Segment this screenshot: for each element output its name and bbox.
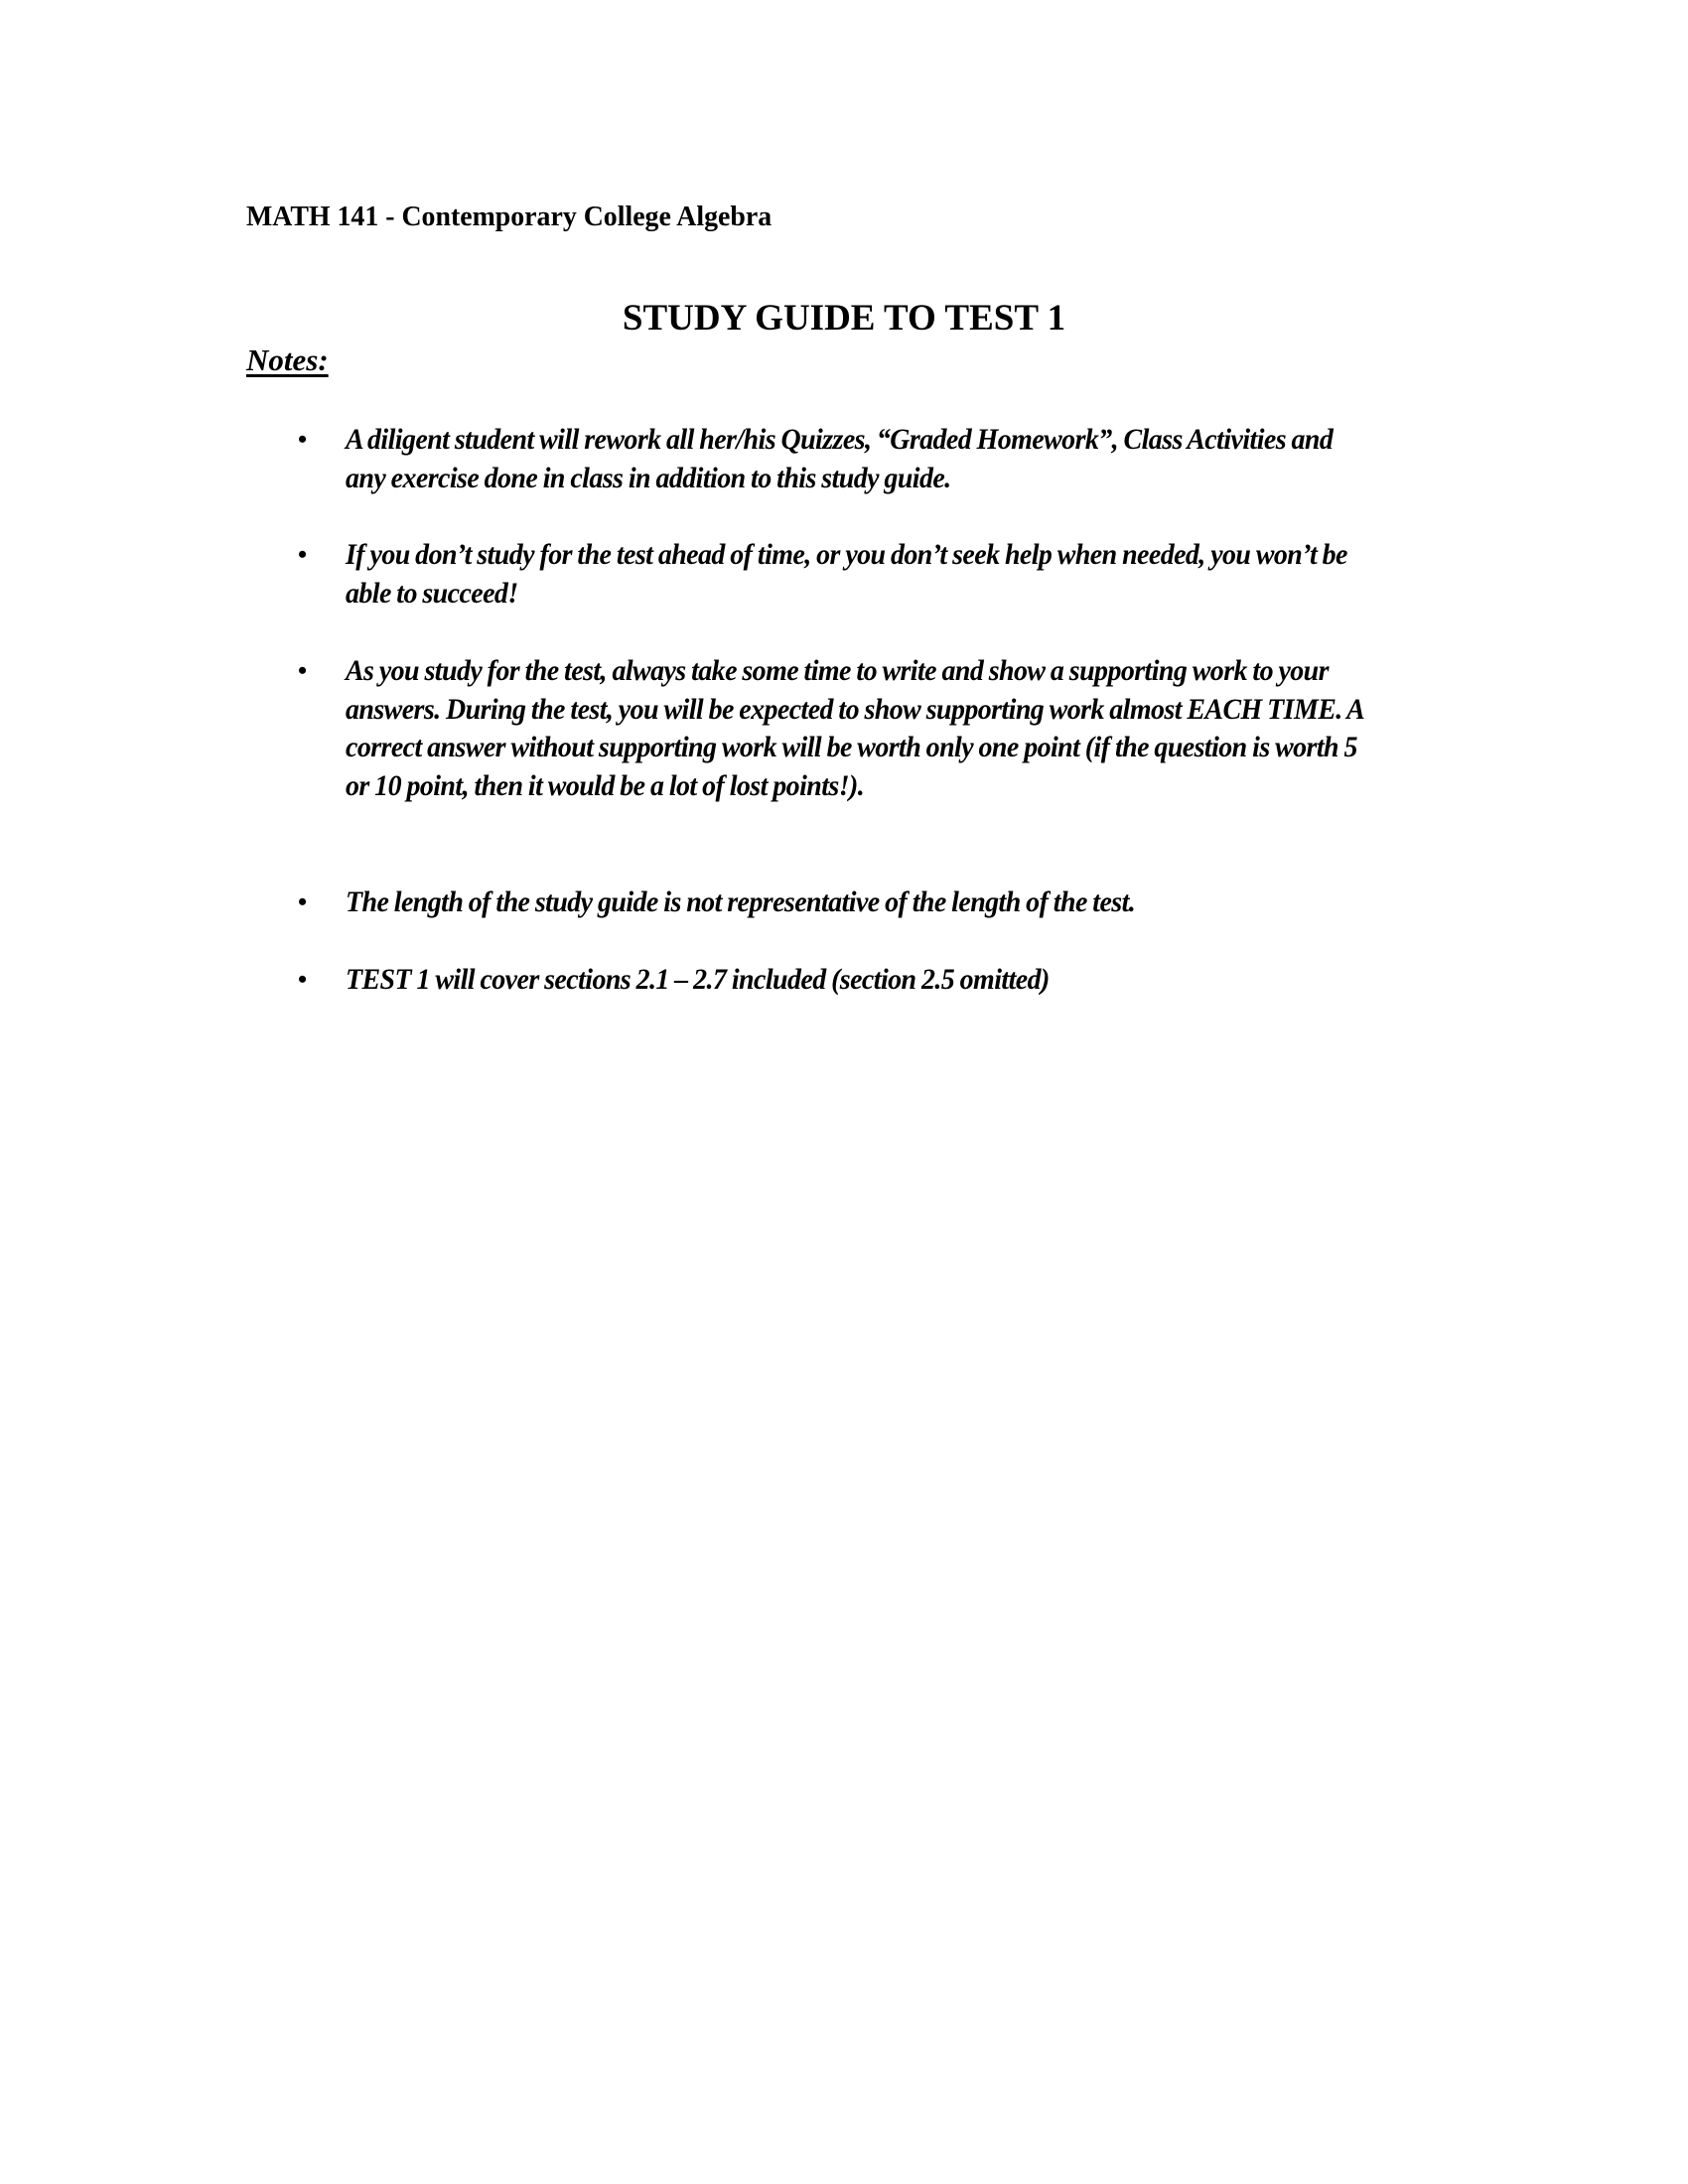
note-text: As you study for the test, always take some time to write and show a supporting work to your answers. During the test, you will be expected to show supporting work almost EACH TIME. A correct answer without supporting work will be worth only one point (if the question is worth 5 or 10 point, then it would be a lot of lost points!). [346, 654, 1363, 802]
note-item [288, 536, 1440, 613]
bullet-icon: • [298, 540, 308, 569]
bullet-icon: • [298, 656, 308, 685]
note-item [288, 884, 1440, 922]
note-item [288, 652, 1440, 805]
note-text: A diligent student will rework all her/his Quizzes, “Graded Homework”, Class Activities and any exercise done in class in addition to this study guide. [346, 423, 1334, 494]
note-text: The length of the study guide is not representative of the length of the test. [346, 886, 1136, 918]
document-title: STUDY GUIDE TO TEST 1 [622, 298, 1066, 339]
note-item [288, 961, 1440, 1000]
bullet-icon: • [298, 887, 308, 916]
document-title-row [0, 298, 1688, 340]
bullet-icon: • [298, 965, 308, 994]
note-text: TEST 1 will cover sections 2.1 – 2.7 included (section 2.5 omitted) [346, 963, 1050, 996]
notes-label: Notes: [246, 342, 329, 377]
course-header: MATH 141 - Contemporary College Algebra [246, 201, 773, 232]
note-item [288, 421, 1440, 497]
note-text: If you don’t study for the test ahead of time, or you don’t seek help when needed, you won’t be able to succeed! [346, 538, 1347, 610]
bullet-icon: • [298, 425, 308, 454]
